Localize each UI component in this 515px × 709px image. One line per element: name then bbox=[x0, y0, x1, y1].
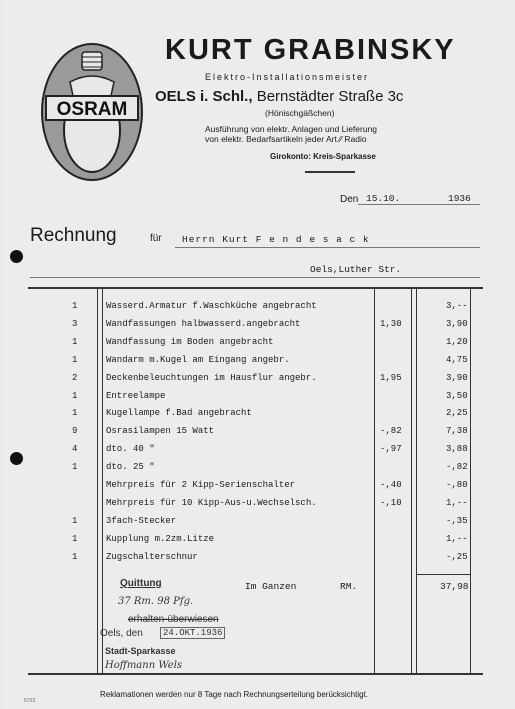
item-unit: -,40 bbox=[380, 480, 402, 490]
company-name: KURT GRABINSKY bbox=[165, 34, 456, 66]
total-amount: 37,98 bbox=[440, 581, 469, 592]
item-total: -,80 bbox=[446, 480, 468, 490]
table-row bbox=[0, 462, 515, 479]
recipient-name: Herrn Kurt F e n d e s a c k bbox=[182, 234, 370, 245]
item-unit: -,82 bbox=[380, 426, 402, 437]
item-unit: -,10 bbox=[380, 497, 402, 508]
item-desc: dto. 40 " bbox=[106, 444, 155, 455]
table-row bbox=[0, 391, 515, 408]
item-total: 4,75 bbox=[446, 354, 468, 365]
item-total: -,25 bbox=[446, 551, 468, 562]
services-line-1: Ausführung von elektr. Anlagen und Lieferung bbox=[205, 124, 378, 134]
item-qty: 1 bbox=[72, 390, 78, 401]
item-unit: 1,95 bbox=[380, 372, 402, 383]
item-total: 2,25 bbox=[446, 408, 468, 419]
item-desc: Wandarm m.Kugel am Eingang angebr. bbox=[106, 354, 290, 365]
item-total: 3,90 bbox=[446, 318, 468, 329]
footer-note: Reklamationen werden nur 8 Tage nach Rechnungserteilung berücksichtigt. bbox=[100, 690, 369, 699]
recipient-address: Oels,Luther Str. bbox=[310, 264, 402, 275]
item-qty: 4 bbox=[72, 444, 78, 455]
company-address: OELS i. Schl., Bernstädter Straße 3c bbox=[155, 88, 404, 105]
table-row bbox=[0, 516, 515, 533]
item-desc: Mehrpreis für 2 Kipp-Serienschalter bbox=[106, 480, 296, 490]
item-qty: 1 bbox=[72, 551, 78, 562]
receipt-heading: Quittung bbox=[120, 578, 162, 589]
address-note: (Hönischgäßchen) bbox=[265, 108, 335, 118]
services-line-2: von elektr. Bedarfsartikeln jeder Art ⁄⁄ Radio bbox=[205, 134, 367, 144]
item-desc: Osrasilampen 15 Watt bbox=[106, 426, 215, 437]
item-qty: 1 bbox=[72, 533, 78, 544]
logo-text: OSRAM bbox=[56, 99, 128, 120]
receipt-bank: Stadt-Sparkasse bbox=[105, 646, 176, 656]
date-label: Den bbox=[340, 194, 359, 205]
item-total: 1,20 bbox=[446, 336, 468, 347]
table-row bbox=[0, 337, 515, 354]
date-day: 15.10. bbox=[366, 193, 401, 204]
address-line bbox=[30, 277, 480, 278]
letterhead-rule bbox=[305, 171, 355, 173]
item-qty: 1 bbox=[72, 354, 78, 365]
date-line bbox=[358, 204, 480, 205]
item-qty: 2 bbox=[72, 372, 78, 383]
print-code: 6703 bbox=[24, 698, 36, 704]
table-row bbox=[0, 373, 515, 390]
punch-hole-top bbox=[10, 250, 23, 263]
recipient-line bbox=[175, 247, 480, 248]
item-desc: Wandfassungen halbwasserd.angebracht bbox=[106, 318, 301, 329]
item-total: 3,88 bbox=[446, 444, 468, 455]
osram-logo bbox=[40, 42, 144, 182]
item-qty: 9 bbox=[72, 426, 78, 437]
receipt-amount: 37 Rm. 98 Pfg. bbox=[118, 596, 194, 607]
invoice-heading: Rechnung bbox=[30, 225, 117, 246]
table-row bbox=[0, 498, 515, 515]
item-qty: 1 bbox=[72, 336, 78, 347]
item-desc: Mehrpreis für 10 Kipp-Aus-u.Wechselsch. bbox=[106, 497, 317, 508]
item-desc: Kupplung m.2zm.Litze bbox=[106, 533, 215, 544]
item-desc: Deckenbeleuchtungen im Hausflur angebr. bbox=[106, 372, 317, 383]
item-desc: Kugellampe f.Bad angebracht bbox=[106, 408, 252, 419]
item-total: 1,-- bbox=[446, 497, 468, 508]
item-desc: dto. 25 " bbox=[106, 462, 155, 473]
item-total: -,82 bbox=[446, 462, 468, 473]
receipt-signature: Hoffmann Wels bbox=[105, 660, 183, 671]
receipt-stamp-date: 24.OKT.1936 bbox=[160, 627, 225, 639]
sum-rule bbox=[416, 574, 470, 575]
table-bottom-rule bbox=[28, 673, 483, 675]
item-qty: 1 bbox=[72, 408, 78, 419]
item-desc: Zugschalterschnur bbox=[106, 551, 198, 562]
table-row bbox=[0, 426, 515, 443]
item-unit: -,97 bbox=[380, 444, 402, 455]
item-desc: 3fach-Stecker bbox=[106, 515, 177, 526]
item-qty: 1 bbox=[72, 301, 78, 311]
for-label: für bbox=[150, 233, 162, 244]
total-label: Im Ganzen bbox=[245, 581, 297, 592]
item-total: 3,-- bbox=[446, 301, 468, 311]
item-total: 3,90 bbox=[446, 372, 468, 383]
item-qty: 1 bbox=[72, 462, 78, 473]
table-row bbox=[0, 534, 515, 551]
item-total: 3,50 bbox=[446, 390, 468, 401]
giro-account: Girokonto: Kreis-Sparkasse bbox=[270, 152, 376, 161]
item-total: 1,-- bbox=[446, 533, 468, 544]
item-desc: Wasserd.Armatur f.Waschküche angebracht bbox=[106, 301, 317, 311]
table-row bbox=[0, 301, 515, 318]
item-desc: Entreelampe bbox=[106, 390, 166, 401]
table-row bbox=[0, 355, 515, 372]
table-row bbox=[0, 408, 515, 425]
receipt-received: erhalten-überwiesen bbox=[128, 614, 219, 625]
receipt-place: Oels, den bbox=[100, 628, 143, 639]
total-currency: RM. bbox=[340, 581, 358, 592]
item-total: 7,38 bbox=[446, 426, 468, 437]
item-qty: 3 bbox=[72, 318, 78, 329]
item-unit: 1,30 bbox=[380, 318, 402, 329]
company-trade: Elektro-Installationsmeister bbox=[205, 72, 370, 82]
table-row bbox=[0, 480, 515, 497]
item-qty: 1 bbox=[72, 515, 78, 526]
table-row bbox=[0, 319, 515, 336]
date-year: 1936 bbox=[448, 193, 471, 204]
item-desc: Wandfassung im Boden angebracht bbox=[106, 336, 274, 347]
table-row bbox=[0, 444, 515, 461]
table-row bbox=[0, 552, 515, 569]
item-total: -,35 bbox=[446, 515, 468, 526]
